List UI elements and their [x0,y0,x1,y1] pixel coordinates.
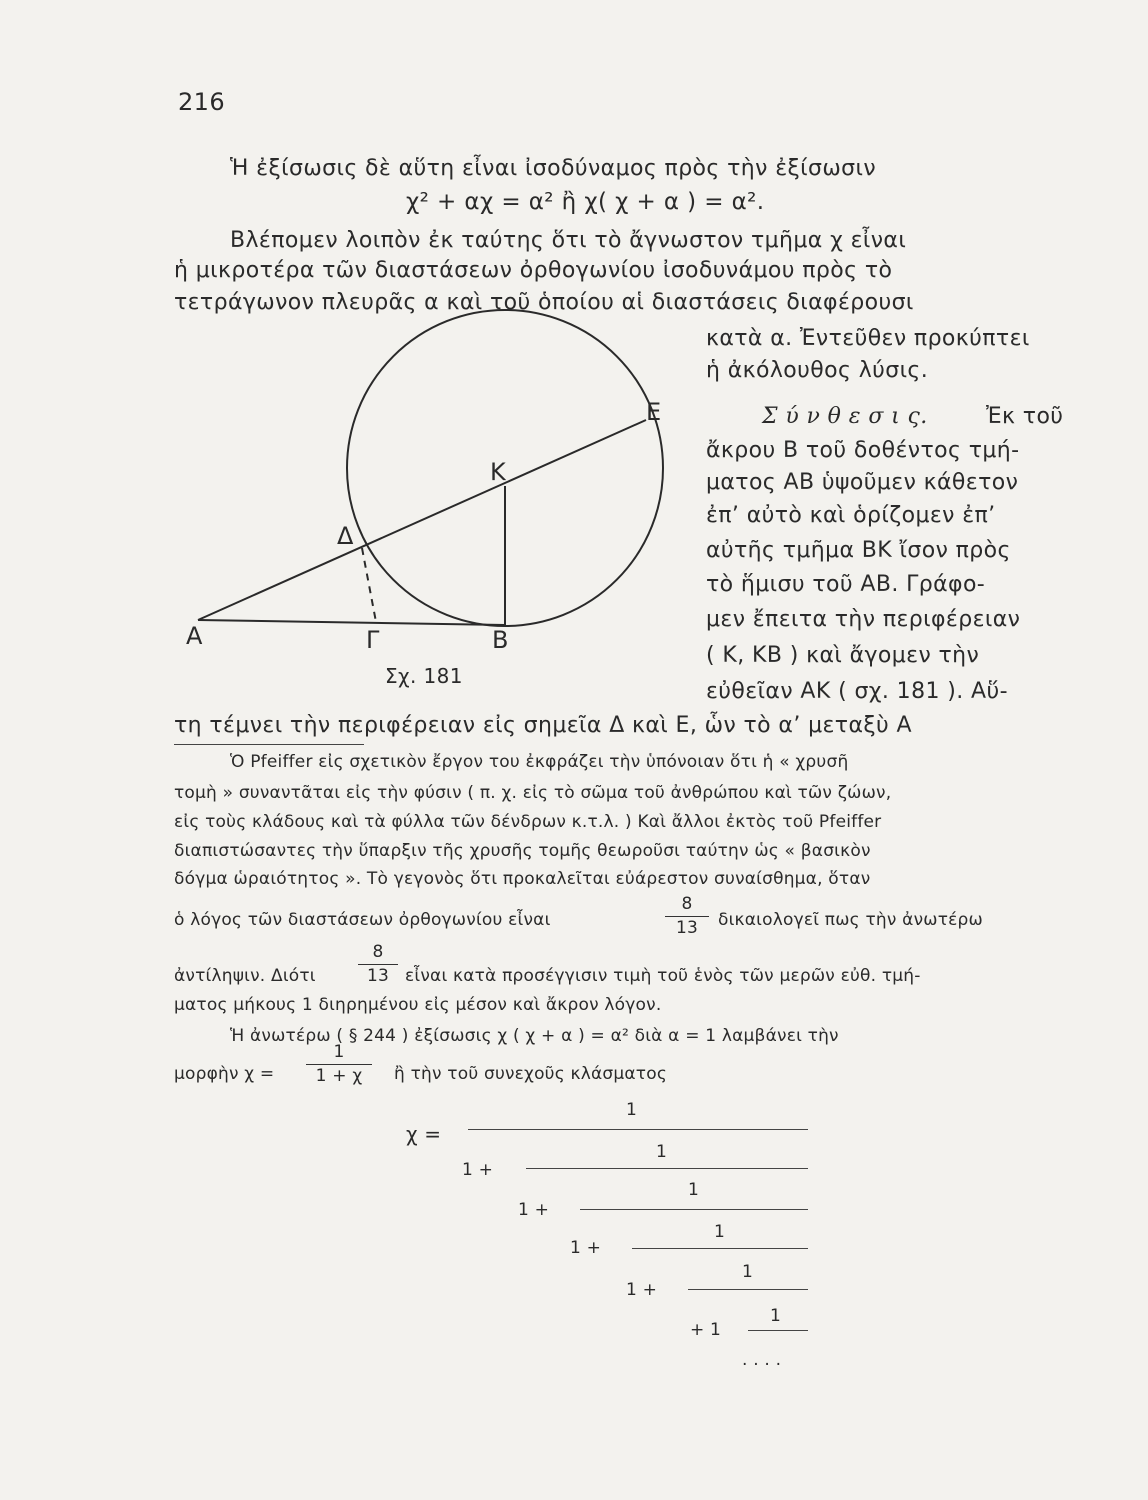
cf-x-equals: χ = [406,1122,442,1146]
label-A: Α [186,622,203,650]
text-line: ἐπ’ αὐτὸ καὶ ὁρίζομεν ἐπ’ [706,503,996,528]
cf-bar [468,1129,808,1130]
text-line: αὐτῆς τμῆμα ΒΚ ἴσον πρὸς [706,538,1011,563]
label-G: Γ [366,626,380,654]
footnote-line: τομὴ » συναντᾶται εἰς τὴν φύσιν ( π. χ. εἰς τὸ σῶμα τοῦ ἀνθρώπου καὶ τῶν ζώων, [174,783,892,803]
cf-numerator: 1 [714,1222,726,1242]
line-AE [198,420,646,620]
footnote-line: δόγμα ὡραιότητος ». Τὸ γεγονὸς ὅτι προκαλεῖται εὐάρεστον συναίσθημα, ὅταν [174,869,871,889]
label-D: Δ [337,522,354,550]
text-line: εὐθεῖαν ΑΚ ( σχ. 181 ). Αὕ- [706,679,1008,704]
footnote-line: Ὁ Pfeiffer εἰς σχετικὸν ἔργον του ἐκφράζει τὴν ὑπόνοιαν ὅτι ἡ « χρυσῆ [230,752,849,772]
text-line: Ἐκ τοῦ [986,404,1064,429]
label-K: Κ [490,458,506,486]
cf-numerator: 1 [626,1100,638,1120]
cf-numerator: 1 [770,1306,782,1326]
footnote-line: διαπιστώσαντες τὴν ὕπαρξιν τῆς χρυσῆς τομῆς θεωροῦσι ταύτην ὡς « βασικὸν [174,841,871,861]
cf-one-plus: 1 + [626,1280,658,1300]
footnote-line: δικαιολογεῖ πως τὴν ἀνωτέρω [718,910,983,930]
footnote-line: ἢ τὴν τοῦ συνεχοῦς κλάσματος [394,1064,667,1084]
cf-bar [748,1330,808,1331]
footnote-line: εἶναι κατὰ προσέγγισιν τιμὴ τοῦ ἑνὸς τῶν μερῶν εὐθ. τμή- [405,966,921,986]
label-B: Β [492,626,509,654]
text-line: Ἡ ἐξίσωσις δὲ αὕτη εἶναι ἰσοδύναμος πρὸς τὴν ἐξίσωσιν [230,156,877,181]
cf-numerator: 1 [742,1262,754,1282]
cf-one-plus: 1 + [462,1160,494,1180]
text-line: κατὰ α. Ἐντεῦθεν προκύπτει [706,326,1030,351]
text-line: ματος ΑΒ ὑψοῦμεν κάθετον [706,470,1019,495]
cf-bar [632,1248,808,1249]
fraction-8-13: 8 13 [358,944,398,985]
equation: χ² + αχ = α² ἢ χ( χ + α ) = α². [406,189,765,215]
cf-bar [688,1289,808,1290]
cf-numerator: 1 [656,1142,668,1162]
text-line: μεν ἔπειτα τὴν περιφέρειαν [706,607,1021,632]
text-line: τη τέμνει τὴν περιφέρειαν εἰς σημεῖα Δ καὶ Ε, ὧν τὸ α’ μεταξὺ Α [174,713,912,738]
text-line: ἡ ἀκόλουθος λύσις. [706,358,929,383]
page-number: 216 [178,88,226,116]
cf-ellipsis: . . . . [742,1350,782,1370]
footnote-line: ἀντίληψιν. Διότι [174,966,316,986]
cf-one-plus: 1 + [570,1238,602,1258]
footnote-line: ὁ λόγος τῶν διαστάσεων ὀρθογωνίου εἶναι [174,910,551,930]
footnote-rule [174,744,364,745]
text-line: ( Κ, ΚΒ ) καὶ ἄγομεν τὴν [706,643,980,668]
figure-caption: Σχ. 181 [385,664,463,688]
text-line: τετράγωνον πλευρᾶς α καὶ τοῦ ὁποίου αἱ διαστάσεις διαφέρουσι [174,290,914,315]
footnote-line: μορφὴν χ = [174,1064,275,1084]
geometry-figure [0,0,1148,700]
text-line: ἡ μικροτέρα τῶν διαστάσεων ὀρθογωνίου ἰσοδυνάμου πρὸς τὸ [174,258,893,283]
footnote-line: εἰς τοὺς κλάδους καὶ τὰ φύλλα τῶν δένδρων κ.τ.λ. ) Καὶ ἄλλοι ἐκτὸς τοῦ Pfeiffer [174,812,882,832]
text-line: τὸ ἥμισυ τοῦ ΑΒ. Γράφο- [706,572,986,597]
cf-bar [580,1209,808,1210]
dashed-DG [362,548,376,622]
footnote-line: Ἡ ἀνωτέρω ( § 244 ) ἐξίσωσις χ ( χ + α ) = α² διὰ α = 1 λαμβάνει τὴν [230,1026,839,1046]
fraction-1-over-1-plus-x: 1 1 + χ [306,1044,372,1085]
cf-numerator: 1 [688,1180,700,1200]
fraction-8-13: 8 13 [665,896,709,937]
segment-AB [198,620,505,625]
text-line: ἄκρου Β τοῦ δοθέντος τμή- [706,438,1020,463]
cf-plus-one: + 1 [690,1320,722,1340]
cf-bar [526,1168,808,1169]
cf-one-plus: 1 + [518,1200,550,1220]
footnote-line: ματος μήκους 1 διηρημένου εἰς μέσον καὶ ἄκρον λόγον. [174,995,662,1015]
synthesis-heading: Σ ύ ν θ ε σ ι ς. [762,404,928,429]
label-E: Ε [646,398,662,426]
text-line: Βλέπομεν λοιπὸν ἐκ ταύτης ὅτι τὸ ἄγνωστον τμῆμα χ εἶναι [230,228,907,253]
